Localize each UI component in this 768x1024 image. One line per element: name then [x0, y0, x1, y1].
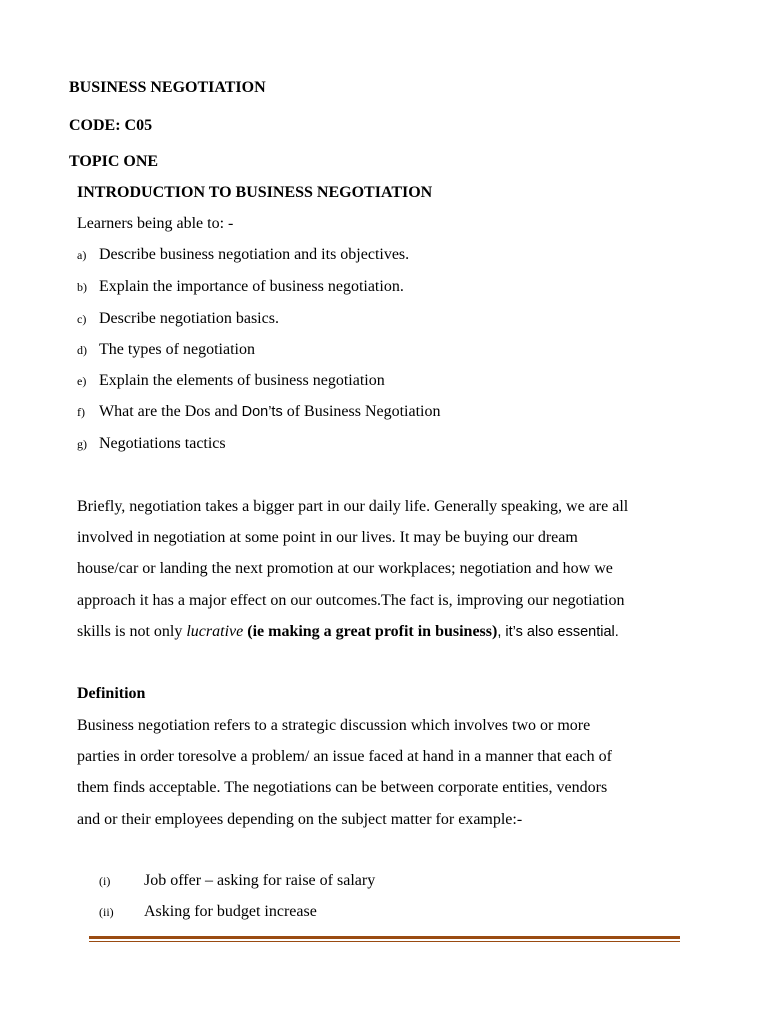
paragraph-ending: , it’s also essential.	[497, 623, 619, 640]
list-marker: (ii)	[99, 905, 114, 919]
footer-rule-thin	[89, 941, 680, 942]
document-title: BUSINESS NEGOTIATION	[69, 79, 266, 96]
list-item	[99, 903, 317, 921]
paragraph-line: involved in negotiation at some point in our lives. It may be buying our dream	[77, 529, 578, 547]
list-item	[77, 310, 279, 328]
paragraph-line: Business negotiation refers to a strategic discussion which involves two or more	[77, 717, 591, 734]
learners-intro: Learners being able to: -	[77, 215, 234, 232]
intro-paragraph	[77, 491, 697, 648]
list-item-text: Describe negotiation basics.	[99, 310, 279, 327]
list-item	[77, 403, 440, 421]
list-item	[77, 278, 404, 296]
list-marker: g)	[77, 437, 87, 451]
list-marker: b)	[77, 280, 87, 294]
italic-term: lucrative	[186, 622, 244, 640]
list-marker: f)	[77, 405, 85, 419]
course-code: CODE: C05	[69, 117, 153, 134]
list-marker: a)	[77, 248, 87, 262]
list-item	[77, 372, 385, 390]
topic-title: INTRODUCTION TO BUSINESS NEGOTIATION	[77, 184, 433, 201]
list-item-text: What are the Dos and	[99, 403, 242, 420]
paragraph-line: house/car or landing the next promotion at our workplaces; negotiation and how we	[77, 560, 613, 578]
list-item-text-special: Don’ts	[241, 404, 283, 420]
list-item-text: The types of negotiation	[99, 341, 255, 358]
bold-explanation: (ie making a great profit in business)	[247, 622, 498, 640]
paragraph-line: Briefly, negotiation takes a bigger part in our daily life. Generally speaking, we are all	[77, 498, 629, 515]
paragraph-line: and or their employees depending on the subject matter for example:-	[77, 810, 523, 828]
footer-rule-thick	[89, 936, 680, 939]
list-item	[99, 872, 375, 890]
list-item	[77, 341, 255, 359]
list-item-text-end: of Business Negotiation	[282, 403, 441, 420]
list-item-text: Describe business negotiation and its objectives.	[99, 246, 410, 263]
list-item-text: Asking for budget increase	[144, 903, 317, 920]
list-item	[77, 246, 409, 264]
list-item-text: Negotiations tactics	[99, 435, 226, 452]
list-marker: (i)	[99, 874, 111, 888]
list-marker: c)	[77, 312, 87, 326]
paragraph-line: them finds acceptable. The negotiations can be between corporate entities, vendors	[77, 779, 608, 797]
list-marker: d)	[77, 343, 87, 357]
paragraph-line: approach it has a major effect on our outcomes.The fact is, improving our negotiation	[77, 591, 625, 609]
paragraph-line-last	[77, 616, 697, 648]
definition-paragraph	[77, 710, 697, 835]
list-marker: e)	[77, 374, 87, 388]
paragraph-line: parties in order toresolve a problem/ an issue faced at hand in a manner that each of	[77, 748, 612, 766]
list-item-text: Explain the elements of business negotiation	[99, 372, 385, 389]
list-item	[77, 435, 226, 453]
topic-label: TOPIC ONE	[69, 153, 159, 170]
paragraph-text: skills is not only	[77, 622, 187, 640]
list-item-text: Explain the importance of business negotiation.	[99, 278, 404, 295]
list-item-text: Job offer – asking for raise of salary	[144, 872, 376, 889]
definition-heading: Definition	[77, 685, 146, 702]
